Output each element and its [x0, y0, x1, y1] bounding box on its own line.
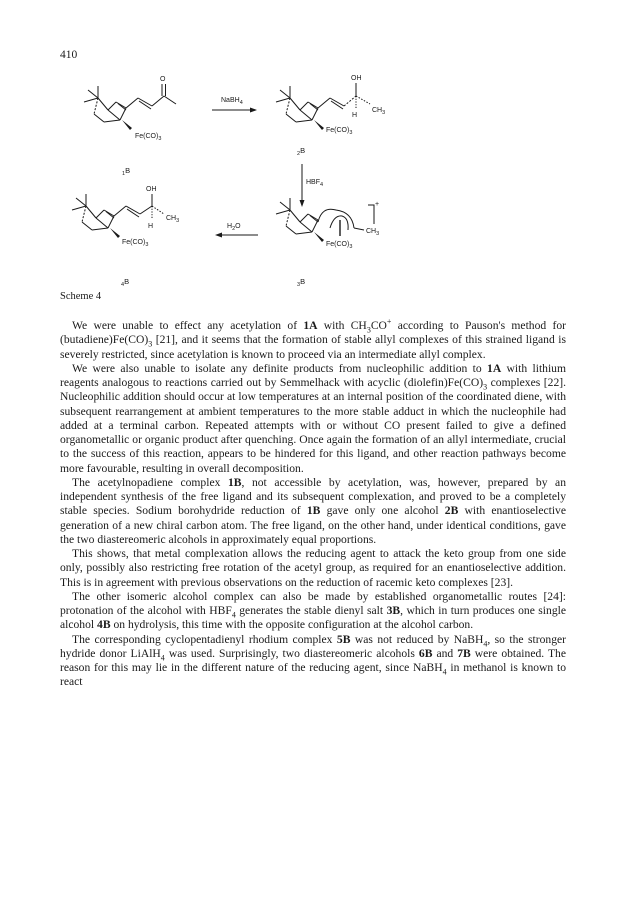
hydrogen-label: H: [352, 112, 358, 119]
compound-label-1b: 1B: [122, 166, 131, 177]
paragraph: We were also unable to isolate any definite products from nucleophilic addition to 1A with lithium reagents analogous to reactions carried out by Semmelhack with acyclic $(diolefin)Fe(CO)_3$ complexes [22]. Nucleophilic addition should occur at low temperatures at an internal position of the coordinated diene, with subsequent rearrangement at ambient temperatures to the more stable adduct in which the nucleophile had added at a terminal carbon. Repeated attempts with or without CO present failed to give a defined organometallic or organic product after quenching. Once again the formation of an allyl intermediate, crucial to the success of this reaction, appears to be hindered for this ligand, and other reaction pathways become more favourable, resulting in overall decomposition.: [60, 361, 567, 475]
compound-3b: [276, 198, 379, 288]
reagent-label: NaBH4: [221, 97, 243, 106]
iron-tricarbonyl-label: Fe(CO)3: [326, 241, 353, 250]
paragraph: The other isomeric alcohol complex can also be made by established organometallic routes [24]: protonation of the alcohol with $HBF_4$ generates the stable dienyl salt 3B, which in turn produces one single alcohol 4B on hydrolysis, this time with the opposite configuration at the alcohol carbon.: [60, 589, 566, 632]
paragraph: The corresponding cyclopentadienyl rhodium complex 5B was not reduced by NaBH$_4$, so the stronger hydride donor LiAlH$_4$ was used. Surprisingly, two diastereomeric alcohols 6B and 7B were obtained. The reason for this may lie in the different nature of the reducing agent, since NaBH$_4$ in methanol is known to react: [60, 632, 567, 689]
cation-charge: +: [375, 201, 380, 208]
methyl-label: CH3: [372, 107, 386, 116]
iron-tricarbonyl-label: Fe(CO)3: [135, 133, 162, 142]
iron-tricarbonyl-label: Fe(CO)3: [122, 239, 149, 248]
paragraph: We were unable to effect any acetylation of 1A with $CH_3CO^+$ according to Pauson's method for $(butadiene)Fe(CO)_3$ [21], and it seems that the formation of stable allyl complexes of this strained ligand is severely restricted, since acetylation is known to proceed via an intermediate allyl complex.: [60, 317, 566, 361]
compound-label-2b: 2B: [297, 146, 306, 157]
reagent-label: H2O: [227, 223, 241, 232]
paragraph: This shows, that metal complexation allows the reducing agent to attack the keto group from one side only, possibly also restricting free rotation of the acetyl group, as required for an enantioselective addition. This is in agreement with previous observations on the reduction of racemic keto complexes [23].: [60, 547, 566, 589]
reaction-arrow-hydrolysis: [215, 223, 258, 238]
scheme-caption: Scheme 4: [60, 291, 102, 302]
hydrogen-label: H: [148, 223, 154, 230]
compound-2b: [276, 75, 385, 157]
reaction-scheme: [0, 0, 624, 300]
carbonyl-oxygen-label: O: [160, 76, 166, 83]
reaction-arrow-protonation: [300, 164, 324, 207]
reagent-label: HBF4: [306, 179, 324, 188]
body-text: [60, 319, 566, 690]
compound-label-4b: 4B: [121, 277, 130, 288]
compound-4b: [72, 186, 179, 288]
iron-tricarbonyl-label: Fe(CO)3: [326, 127, 353, 136]
reaction-arrow-reduction: [212, 97, 257, 113]
paragraph: The acetylnopadiene complex 1B, not accessible by acetylation, was, however, prepared by an independent synthesis of the free ligand and its subsequent complexation, and proved to be a completely stable species. Sodium borohydride reduction of 1B gave only one alcohol 2B with enantioselective generation of a new chiral carbon atom. The free ligand, on the other hand, under identical conditions, gave the two diastereomeric alcohols in approximately equal proportions.: [60, 475, 566, 546]
hydroxyl-label: OH: [351, 75, 362, 82]
compound-1b: [84, 76, 176, 177]
page-number: 410: [60, 49, 78, 61]
compound-label-3b: 3B: [297, 277, 306, 288]
hydroxyl-label: OH: [146, 186, 157, 193]
methyl-label: CH3: [166, 215, 180, 224]
methyl-label: CH3: [366, 228, 380, 237]
